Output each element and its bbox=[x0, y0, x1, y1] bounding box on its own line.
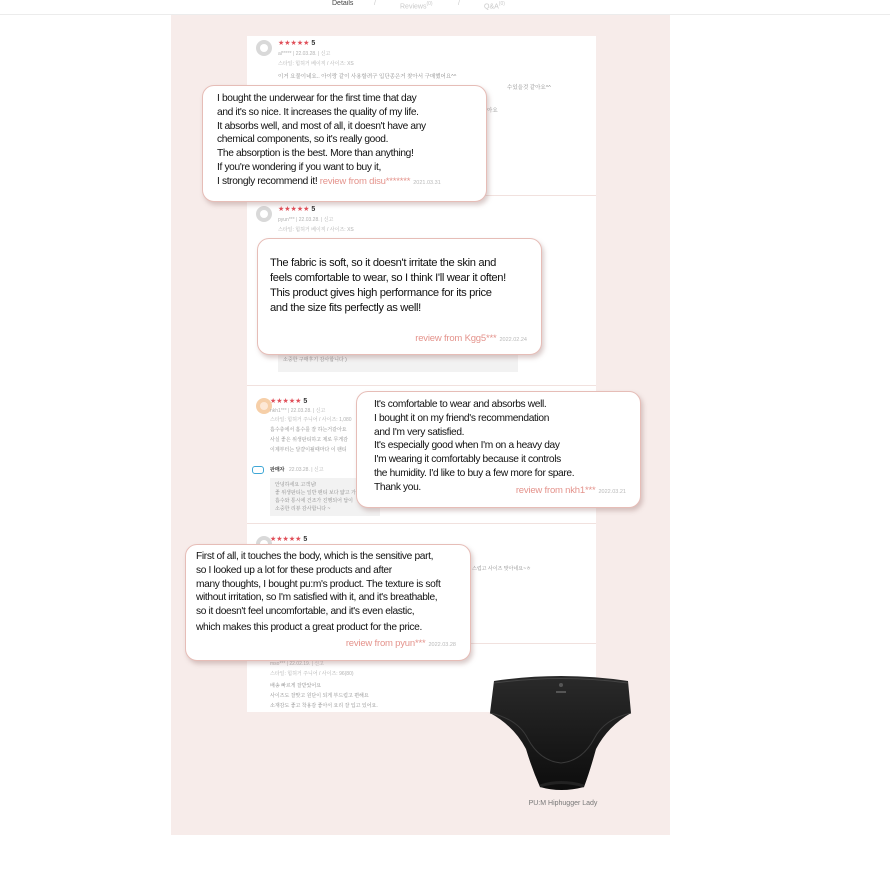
review-body-line: 수있을것 같아요^^ bbox=[507, 85, 551, 91]
review-date: 2022.03.21 bbox=[598, 489, 626, 495]
quote-line: and it's so nice. It increases the quality of my life. bbox=[217, 106, 419, 118]
review-body-line: 흡수층에서 흡수를 잘 하는거같아요 bbox=[270, 427, 347, 433]
review-meta: nkh1*** | 22.03.28. | 신고 bbox=[270, 408, 326, 414]
review-date: 2021.03.31 bbox=[413, 179, 441, 186]
review-option: 스타일: 힙허거 베이직 / 사이즈: XS bbox=[278, 61, 354, 67]
review-quote-bubble bbox=[257, 238, 542, 355]
tab-qna-count: (0) bbox=[498, 1, 505, 7]
review-date: 2022.03.28 bbox=[428, 642, 456, 648]
product-image bbox=[488, 671, 634, 791]
quote-line: and I'm very satisfied. bbox=[374, 426, 465, 438]
black-underwear-icon bbox=[488, 671, 634, 791]
reply-line: 소중한 리뷰 감사합니다 ~ bbox=[275, 506, 331, 512]
tab-reviews[interactable] bbox=[400, 0, 433, 11]
tab-reviews-count: (0) bbox=[426, 1, 433, 7]
quote-line: It's especially good when I'm on a heavy day bbox=[374, 440, 560, 452]
review-date: 2022.02.24 bbox=[499, 337, 527, 343]
tab-separator: / bbox=[458, 0, 460, 7]
avatar-icon bbox=[256, 40, 272, 56]
review-option: 스타일: 힙허거 주니어 / 사이즈: 96(80) bbox=[270, 671, 354, 677]
star-rating: ★★★★★ 5 bbox=[270, 398, 308, 405]
review-quote-bubble bbox=[185, 544, 471, 661]
reviewer-name: review from Kgg5*** bbox=[415, 333, 497, 344]
quote-line: I strongly recommend it! bbox=[217, 175, 318, 187]
reply-line: 소중한 구매후기 감사합니다 ) bbox=[283, 357, 347, 363]
seller-name: 판매자 bbox=[270, 467, 285, 473]
reply-line: 흡수와 통시에 건조가 진행되어 답이 bbox=[275, 498, 354, 504]
review-meta: mso*** | 22.02.19. | 신고 bbox=[270, 661, 324, 667]
quote-line: The absorption is the best. More than anything! bbox=[217, 148, 414, 160]
review-meta: pyun*** | 22.03.28. | 신고 bbox=[278, 217, 334, 223]
star-rating: ★★★★★ 5 bbox=[278, 206, 316, 213]
reviewer-name: review from pyun*** bbox=[345, 638, 426, 649]
quote-line: which makes this product a great product for the price. bbox=[196, 621, 422, 633]
tab-separator: / bbox=[374, 0, 376, 7]
detail-tabs bbox=[0, 0, 890, 15]
review-body-line: 소재감도 좋고 착용감 좋아서 요리 잘 입고 있어요. bbox=[270, 703, 378, 709]
review-quote-bubble bbox=[356, 391, 641, 508]
review-quote-bubble bbox=[202, 85, 487, 202]
reviewer-name: review from disu******* bbox=[319, 175, 411, 187]
review-body-line: 사실 좋은 위생판티하고 제로 무게감 bbox=[270, 437, 349, 443]
tab-qna[interactable] bbox=[484, 0, 505, 11]
quote-line: First of all, it touches the body, which is the sensitive part, bbox=[196, 551, 434, 562]
tab-details[interactable]: Details bbox=[332, 0, 354, 7]
quote-line: feels comfortable to wear, so I think I'll wear it often! bbox=[270, 272, 506, 284]
quote-line: and the size fits perfectly as well! bbox=[270, 302, 421, 314]
reviewer-name: review from nkh1*** bbox=[515, 485, 596, 496]
quote-line: This product gives high performance for its price bbox=[270, 287, 492, 299]
quote-line: If you're wondering if you want to buy it, bbox=[217, 161, 381, 173]
review-option: 스타일: 힙허거 베이직 / 사이즈: XS bbox=[278, 227, 354, 233]
quote-line: I bought it on my friend's recommendation bbox=[374, 412, 550, 424]
quote-line: so it doesn't feel uncomfortable, and it's even elastic, bbox=[196, 606, 415, 618]
reply-line: 안녕하세요 고객님! bbox=[275, 482, 317, 488]
seller-logo-icon bbox=[252, 466, 264, 474]
quote-line: chemical components, so it's really good. bbox=[217, 134, 389, 146]
product-caption: PU:M Hiphugger Lady bbox=[528, 800, 598, 807]
review-body-line: 이거 요물이네요.. 아이랑 같이 사용할려구 입단종은거 찾아서 구매했어요^^ bbox=[278, 74, 457, 80]
quote-line: the humidity. I'd like to buy a few more for spare. bbox=[374, 467, 575, 479]
review-body-line: 사이즈도 잘맞고 원단이 되게 부드럽고 편해요 bbox=[270, 693, 369, 699]
review-option: 스타일: 힙허거 주니어 / 사이즈: 1,080 bbox=[270, 417, 352, 423]
tab-qna-label: Q&A bbox=[484, 3, 499, 11]
avatar-icon bbox=[256, 206, 272, 222]
review-body-line: 아요 bbox=[487, 108, 498, 114]
review-body-line: 배송 빠르게 잘받았어요 bbox=[270, 683, 322, 689]
reply-line: 좋 위생판티는 일반 팬티 보다 얇고 가 bbox=[275, 490, 356, 496]
quote-line: It absorbs well, and most of all, it doesn't have any bbox=[217, 120, 426, 132]
quote-line: The fabric is soft, so it doesn't irritate the skin and bbox=[270, 257, 497, 269]
tab-reviews-label: Reviews bbox=[400, 3, 427, 11]
review-meta: al***** | 22.03.28. | 신고 bbox=[278, 51, 331, 57]
quote-line: many thoughts, I bought pu:m's product. The texture is soft bbox=[196, 578, 441, 590]
review-body-line: 스럽고 사이즈 맞아네요~ㅎ bbox=[472, 566, 531, 572]
quote-line: It's comfortable to wear and absorbs well. bbox=[374, 399, 547, 410]
quote-line: I'm wearing it comfortably because it controls bbox=[374, 454, 561, 466]
star-rating: ★★★★★ 5 bbox=[270, 536, 308, 543]
quote-line: Thank you. bbox=[374, 481, 421, 493]
star-rating: ★★★★★ 5 bbox=[278, 40, 316, 47]
quote-line: without irritation, so I'm satisfied with it, and it's breathable, bbox=[196, 592, 438, 604]
quote-line: I bought the underwear for the first time that day bbox=[217, 93, 417, 104]
seller-meta: 22.03.28. | 신고 bbox=[289, 467, 324, 473]
review-body-line: 이제부터는 달걀이될때마다 이 팬티 bbox=[270, 447, 347, 453]
quote-line: so I looked up a lot for these products and after bbox=[196, 564, 392, 576]
